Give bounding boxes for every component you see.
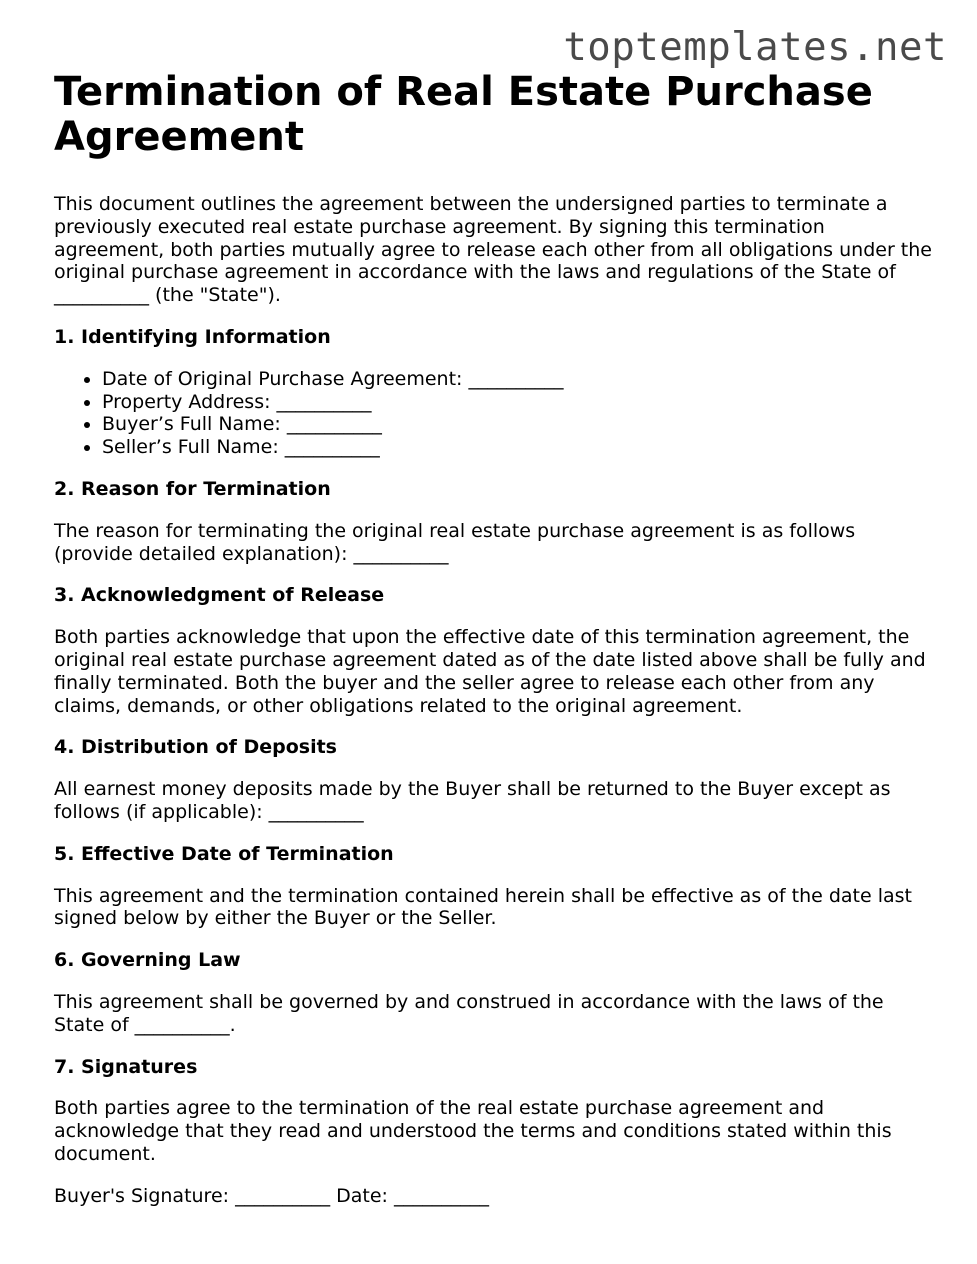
section-heading-distribution-of-deposits: 4. Distribution of Deposits xyxy=(54,736,337,759)
identifying-information-list xyxy=(54,368,939,459)
section-heading-identifying-information: 1. Identifying Information xyxy=(54,325,331,348)
intro-paragraph: This document outlines the agreement between the undersigned parties to terminate a previously executed real estate purchase agreement. By signing this termination agreement, both parties mutually agree to release each other from all obligations under the original purchase agreement in accordance with the laws and regulations of the State of __________ (the "State"). xyxy=(54,193,932,307)
list-item: • Date of Original Purchase Agreement: __________ xyxy=(102,368,939,391)
section-body-signatures: Both parties agree to the termination of the real estate purchase agreement and acknowledge that they read and understood the terms and conditions stated within this document. xyxy=(54,1097,892,1165)
section-body-distribution-of-deposits: All earnest money deposits made by the Buyer shall be returned to the Buyer except as follows (if applicable): __________ xyxy=(54,778,891,823)
list-item: • Seller’s Full Name: __________ xyxy=(102,436,939,459)
list-item: • Property Address: __________ xyxy=(102,391,939,414)
section-body-acknowledgment-of-release: Both parties acknowledge that upon the effective date of this termination agreement, the original real estate purchase agreement dated as of the date listed above shall be fully and finally terminated. Both the buyer and the seller agree to release each other from any claims, demands, or other obligations related to the original agreement. xyxy=(54,626,926,717)
document-title: Termination of Real Estate Purchase Agreement xyxy=(54,69,873,160)
watermark: toptemplates.net xyxy=(563,25,947,70)
section-body-effective-date: This agreement and the termination contained herein shall be effective as of the date last signed below by either the Buyer or the Seller. xyxy=(54,884,912,930)
section-heading-acknowledgment-of-release: 3. Acknowledgment of Release xyxy=(54,584,385,607)
section-body-reason-for-termination: The reason for terminating the original real estate purchase agreement is as follows (provide detailed explanation): __________ xyxy=(54,519,856,565)
section-heading-reason-for-termination: 2. Reason for Termination xyxy=(54,477,331,500)
list-item: • Buyer’s Full Name: __________ xyxy=(102,413,939,436)
section-heading-signatures: 7. Signatures xyxy=(54,1055,198,1078)
section-heading-effective-date: 5. Effective Date of Termination xyxy=(54,842,394,865)
document-page xyxy=(54,70,939,1208)
section-heading-governing-law: 6. Governing Law xyxy=(54,949,241,972)
section-body-governing-law: This agreement shall be governed by and construed in accordance with the laws of the State of __________. xyxy=(54,990,884,1036)
buyer-signature-line: Buyer's Signature: __________ Date: __________ xyxy=(54,1184,489,1207)
